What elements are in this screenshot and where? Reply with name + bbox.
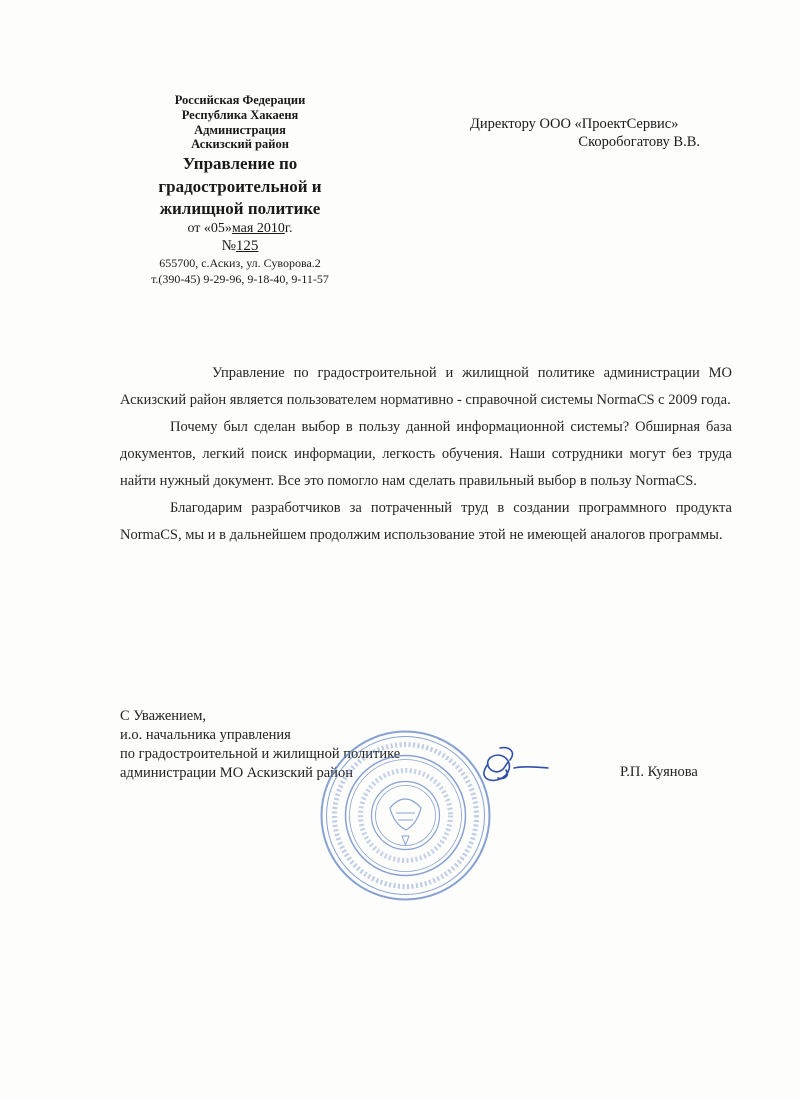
addressee-name: Скоробогатову В.В. [578,133,700,150]
official-stamp [318,728,493,903]
letterhead-administration: Администрация [194,122,286,137]
signature-position-line2: по градостроительной и жилищной политике [120,746,401,762]
body-paragraph-3: Благодарим разработчиков за потраченный труд в создании программного продукта NormaCS, мы и в дальнейшем продолжим использование этой не имеющей аналогов программы. [120,500,732,543]
date-value: мая 2010 [231,221,285,237]
letterhead-republic: Республика Хакаеня [181,107,299,122]
letterhead-org-line3: жилищной политике [159,199,321,219]
letterhead-org-line1: Управление по [182,154,298,173]
body-paragraph-2: Почему был сделан выбор в пользу данной информационной системы? Обширная база документов, легкий поиск информации, легкость обучения. Наши сотрудники могут без труда найти нужный документ. Все это помогло нам сделать правильный выбор в пользу NormaCS. [120,419,732,489]
body-paragraph-1: Управление по градостроительной и жилищной политике администрации МО Аскизский район является пользователем нормативно - справочной системы NormaCS с 2009 года. [120,365,732,408]
number-value: 125 [235,237,259,254]
letterhead-phones: т.(390-45) 9-29-96, 9-18-40, 9-11-57 [151,271,329,286]
addressee [470,116,700,151]
letter-body [120,360,732,549]
letterhead-number [135,238,345,256]
letterhead-district: Аскизский район [191,137,289,152]
date-suffix: г. [284,221,293,237]
number-prefix: № [221,237,236,254]
signature-position-line1: и.о. начальника управления [120,727,291,743]
handwritten-signature [470,742,550,790]
letterhead [135,93,345,286]
letterhead-date [135,221,345,238]
addressee-position: Директору ООО «ПроектСервис» [470,116,679,132]
signature-position-line3: администрации МО Аскизский район [120,765,353,781]
date-prefix: от «05» [187,221,232,237]
letterhead-org-line2: градостроительной и [158,176,322,196]
letterhead-address: 655700, с.Аскиз, ул. Суворова.2 [159,256,321,271]
letterhead-country: Российская Федерации [174,93,306,107]
signature-greeting: С Уважением, [120,708,207,724]
signatory-name: Р.П. Куянова [620,764,698,780]
